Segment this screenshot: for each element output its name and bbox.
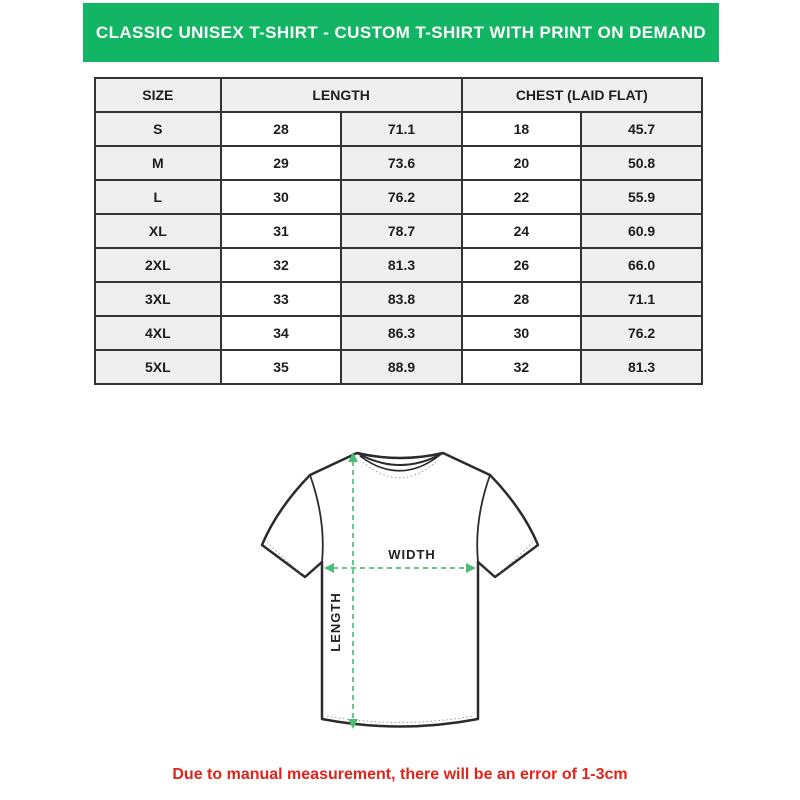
cell-size: 5XL (95, 350, 221, 384)
table-row (95, 112, 702, 146)
cell-chest-cm: 60.9 (581, 214, 702, 248)
cell-length-cm: 81.3 (341, 248, 461, 282)
cell-length-in: 31 (221, 214, 342, 248)
cell-length-in: 29 (221, 146, 342, 180)
cell-chest-in: 22 (462, 180, 582, 214)
page-title: CLASSIC UNISEX T-SHIRT - CUSTOM T-SHIRT WITH PRINT ON DEMAND (95, 22, 707, 42)
column-header-length: LENGTH (221, 78, 462, 112)
cell-length-in: 33 (221, 282, 342, 316)
cell-length-cm: 78.7 (341, 214, 461, 248)
cell-chest-cm: 50.8 (581, 146, 702, 180)
cell-chest-cm: 66.0 (581, 248, 702, 282)
cell-chest-cm: 76.2 (581, 316, 702, 350)
cell-chest-in: 30 (462, 316, 582, 350)
cell-size: 4XL (95, 316, 221, 350)
sleeve-stitch-left (267, 542, 301, 573)
cell-size: XL (95, 214, 221, 248)
cell-chest-in: 28 (462, 282, 582, 316)
column-header-chest: CHEST (LAID FLAT) (462, 78, 702, 112)
tshirt-measurement-diagram (230, 425, 570, 755)
table-row (95, 282, 702, 316)
title-banner (83, 3, 719, 62)
cell-length-in: 32 (221, 248, 342, 282)
cell-length-in: 34 (221, 316, 342, 350)
table-row (95, 350, 702, 384)
cell-chest-cm: 55.9 (581, 180, 702, 214)
cell-chest-in: 18 (462, 112, 582, 146)
cell-length-in: 35 (221, 350, 342, 384)
cell-size: S (95, 112, 221, 146)
column-header-size: SIZE (95, 78, 221, 112)
cell-chest-in: 24 (462, 214, 582, 248)
table-header-row (95, 78, 702, 112)
length-label: LENGTH (328, 592, 343, 652)
table-row (95, 180, 702, 214)
cell-length-cm: 71.1 (341, 112, 461, 146)
size-table (94, 77, 703, 385)
cell-chest-in: 26 (462, 248, 582, 282)
sleeve-stitch-right (499, 542, 533, 573)
cell-length-cm: 88.9 (341, 350, 461, 384)
cell-length-cm: 86.3 (341, 316, 461, 350)
cell-chest-in: 32 (462, 350, 582, 384)
cell-length-in: 28 (221, 112, 342, 146)
table-row (95, 316, 702, 350)
table-row (95, 214, 702, 248)
cell-length-in: 30 (221, 180, 342, 214)
tshirt-outline (262, 453, 538, 727)
cell-size: 3XL (95, 282, 221, 316)
cell-chest-cm: 71.1 (581, 282, 702, 316)
cell-size: M (95, 146, 221, 180)
armhole-seam-right (477, 475, 490, 562)
cell-chest-in: 20 (462, 146, 582, 180)
cell-length-cm: 73.6 (341, 146, 461, 180)
width-arrow-head-left (324, 563, 334, 573)
width-arrow-head-right (466, 563, 476, 573)
cell-length-cm: 83.8 (341, 282, 461, 316)
cell-size: L (95, 180, 221, 214)
cell-chest-cm: 81.3 (581, 350, 702, 384)
width-label: WIDTH (388, 547, 436, 562)
armhole-seam-left (310, 475, 323, 562)
table-row (95, 248, 702, 282)
measurement-disclaimer: Due to manual measurement, there will be an error of 1-3cm (172, 766, 628, 783)
cell-size: 2XL (95, 248, 221, 282)
cell-length-cm: 76.2 (341, 180, 461, 214)
table-row (95, 146, 702, 180)
cell-chest-cm: 45.7 (581, 112, 702, 146)
